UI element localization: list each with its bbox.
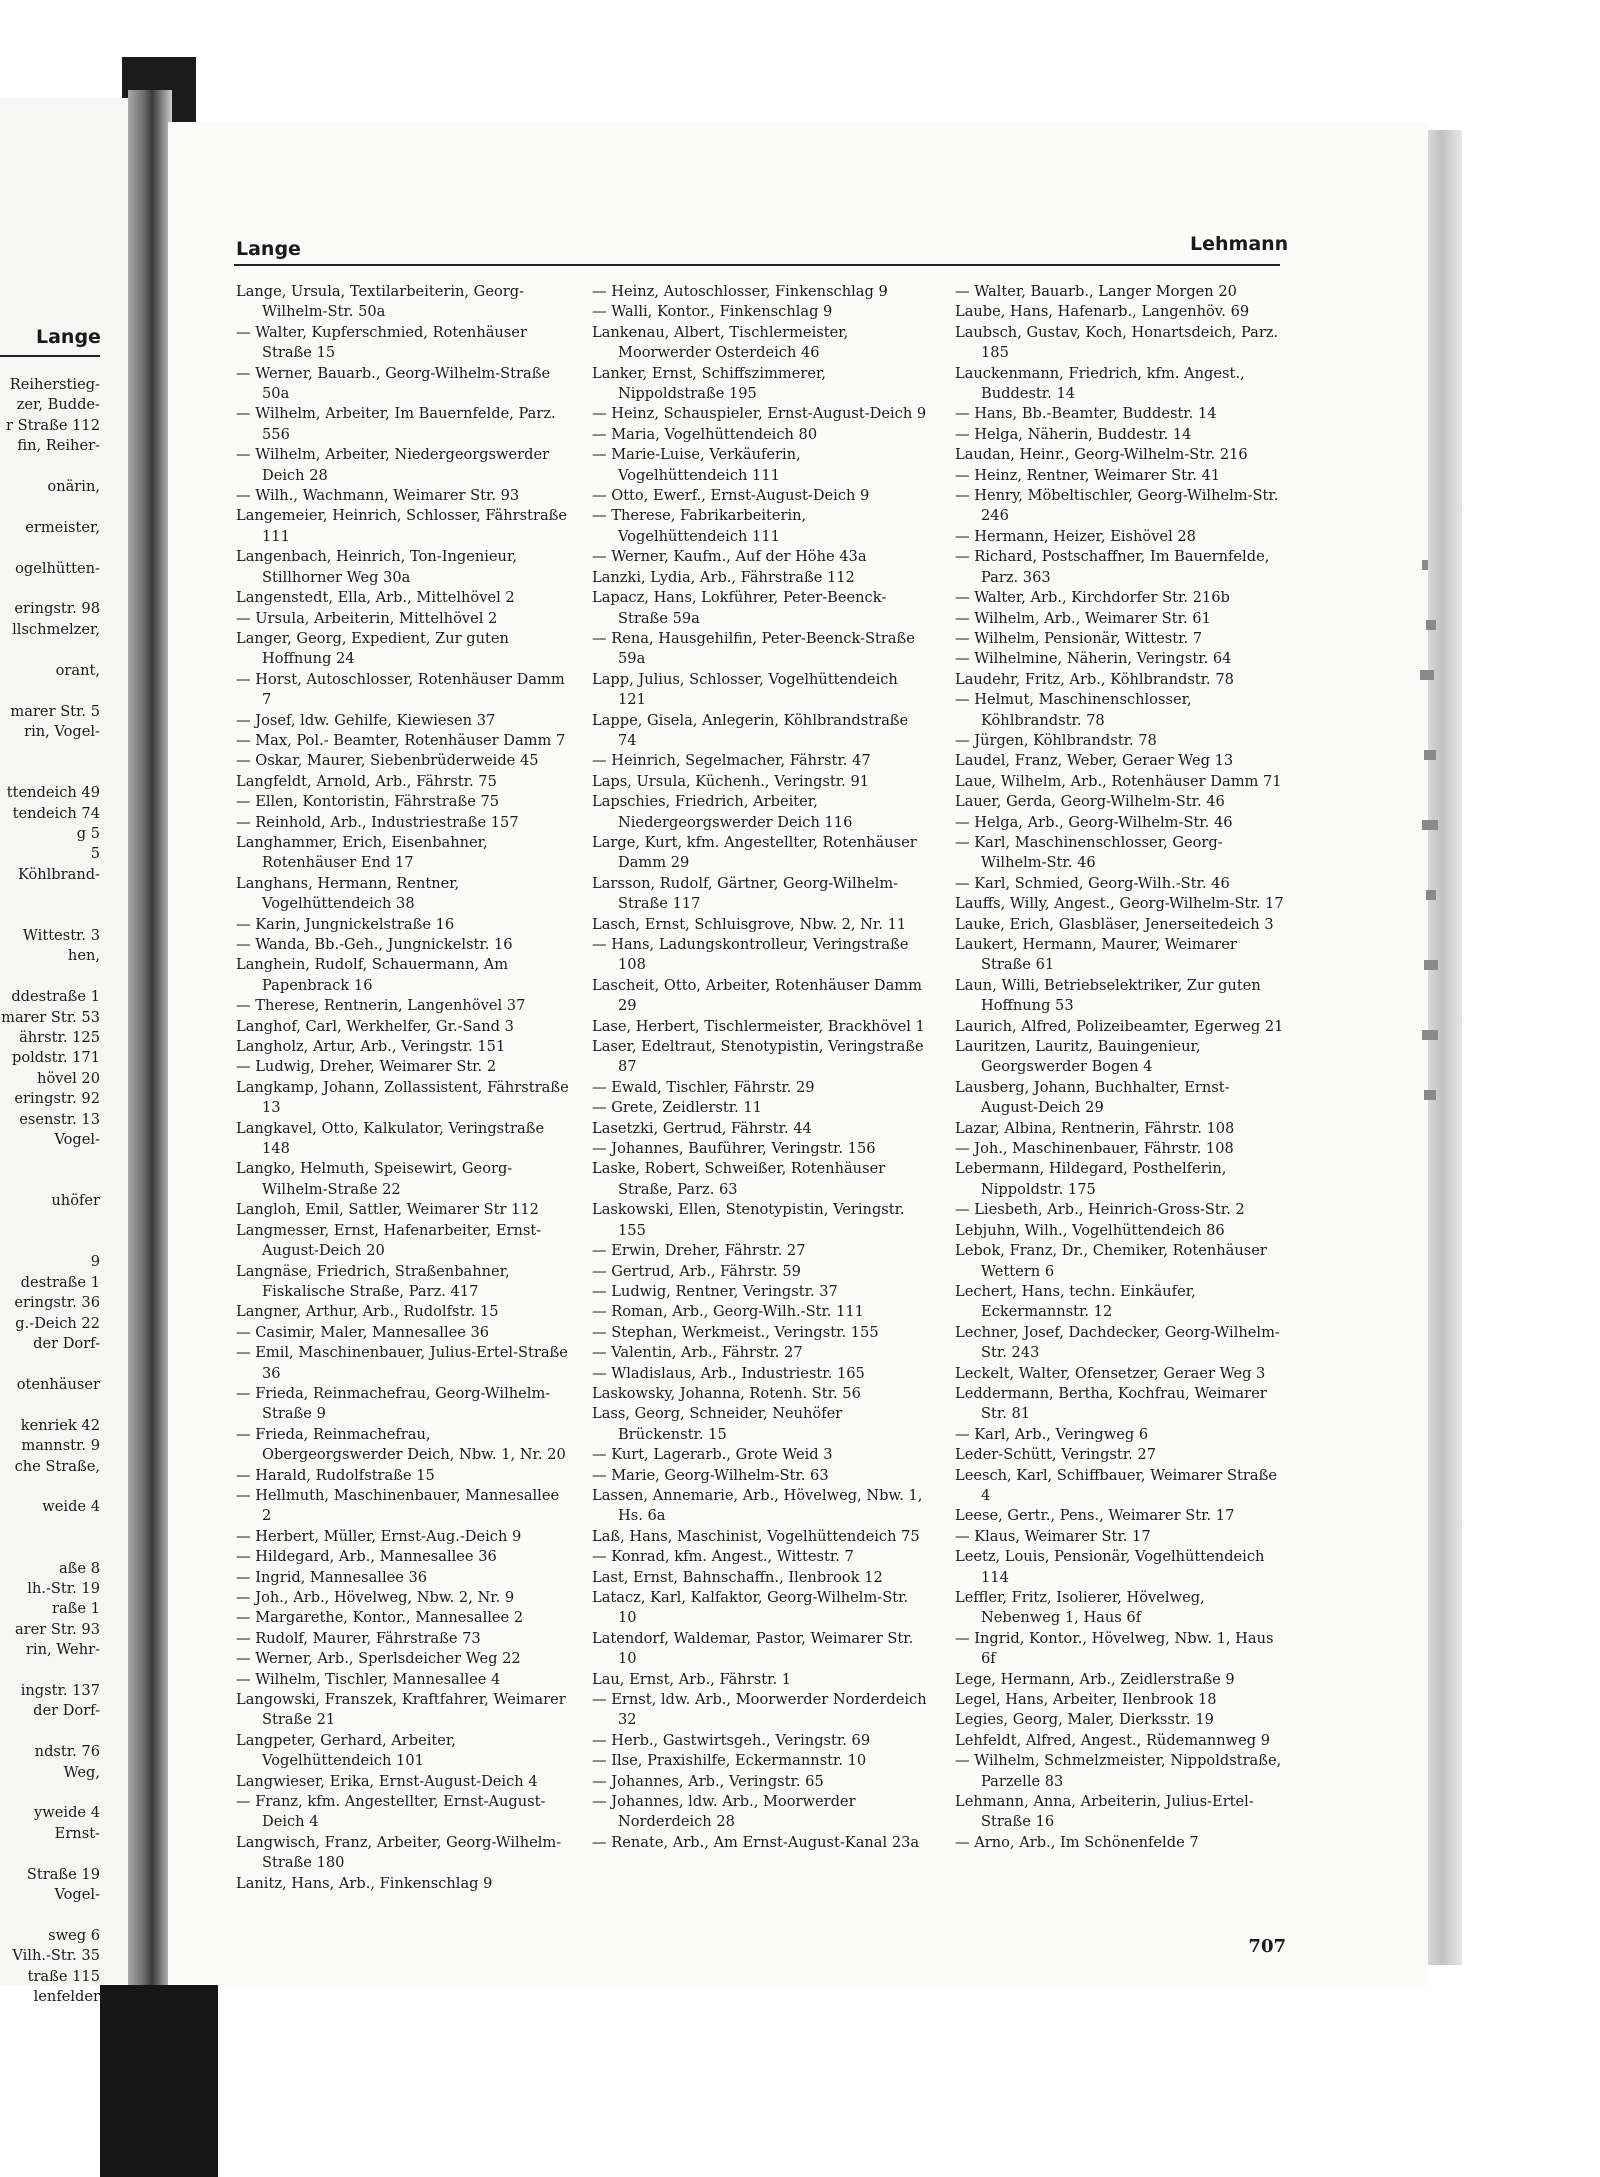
left-page-fragment: hövel 20 bbox=[37, 1069, 100, 1087]
directory-entry: — Walter, Arb., Kirchdorfer Str. 216b bbox=[955, 589, 1230, 607]
left-page-fragment bbox=[0, 1518, 100, 1538]
binding-strip-bottom bbox=[100, 1985, 218, 2177]
edge-mark bbox=[1424, 750, 1436, 760]
left-page-fragment bbox=[0, 1395, 100, 1415]
directory-entry: — Wilhelm, Arb., Weimarer Str. 61 bbox=[955, 609, 1211, 627]
left-page-fragment: onärin, bbox=[47, 478, 100, 496]
left-page-fragment: ingstr. 137 bbox=[20, 1682, 100, 1699]
left-page-fragment: destraße 1 bbox=[20, 1273, 100, 1291]
directory-entry: — Herb., Gastwirtsgeh., Veringstr. 69 bbox=[592, 1731, 871, 1749]
directory-entry: — Valentin, Arb., Fährstr. 27 bbox=[592, 1344, 803, 1362]
left-page-fragment: r Straße 112 bbox=[5, 416, 100, 434]
left-page-fragment bbox=[0, 885, 100, 905]
directory-entry: — Harald, Rudolfstraße 15 bbox=[236, 1466, 435, 1484]
directory-entry: Langhein, Rudolf, Schauermann, Am Papenbrack 16 bbox=[236, 956, 509, 994]
left-page-fragment: tendeich 74 bbox=[12, 804, 100, 822]
left-page-fragment: poldstr. 171 bbox=[12, 1049, 100, 1067]
directory-entry: — Kurt, Lagerarb., Grote Weid 3 bbox=[592, 1446, 833, 1464]
directory-entry: Langkamp, Johann, Zollassistent, Fährstraße 13 bbox=[236, 1078, 569, 1117]
directory-entry: Latacz, Karl, Kalfaktor, Georg-Wilhelm-Str. 10 bbox=[592, 1589, 909, 1627]
left-page-fragment bbox=[0, 640, 100, 660]
directory-entry: — Johannes, Bauführer, Veringstr. 156 bbox=[592, 1140, 876, 1158]
left-page-fragment bbox=[0, 1538, 100, 1558]
directory-entry: Lebjuhn, Wilh., Vogelhüttendeich 86 bbox=[955, 1221, 1225, 1239]
directory-entry: — Wilhelm, Arbeiter, Niedergeorgswerder Deich 28 bbox=[236, 446, 550, 484]
directory-entry: — Wilhelmine, Näherin, Veringstr. 64 bbox=[955, 650, 1232, 668]
directory-entry: — Konrad, kfm. Angest., Wittestr. 7 bbox=[592, 1548, 854, 1566]
directory-entry: Larsson, Rudolf, Gärtner, Georg-Wilhelm-Straße 117 bbox=[592, 874, 899, 913]
directory-entry: Langer, Georg, Expedient, Zur guten Hoffnung 24 bbox=[236, 629, 509, 668]
directory-entry: — Arno, Arb., Im Schönenfelde 7 bbox=[955, 1833, 1199, 1851]
directory-entry: — Wilhelm, Schmelzmeister, Nippoldstraße, Parzelle 83 bbox=[955, 1752, 1282, 1790]
directory-entry: Lauer, Gerda, Georg-Wilhelm-Str. 46 bbox=[955, 793, 1225, 811]
left-page-fragment: aße 8 bbox=[58, 1559, 100, 1577]
left-page-fragment: Vogel- bbox=[54, 1886, 100, 1904]
directory-entry: — Josef, ldw. Gehilfe, Kiewiesen 37 bbox=[236, 711, 496, 729]
directory-entry: Langholz, Artur, Arb., Veringstr. 151 bbox=[236, 1038, 506, 1056]
directory-entry: Leder-Schütt, Veringstr. 27 bbox=[955, 1446, 1156, 1464]
directory-entry: Laß, Hans, Maschinist, Vogelhüttendeich 75 bbox=[592, 1527, 920, 1545]
directory-entry: — Margarethe, Kontor., Mannesallee 2 bbox=[236, 1609, 524, 1627]
directory-entry: — Karl, Maschinenschlosser, Georg-Wilhelm-Str. 46 bbox=[955, 833, 1223, 872]
directory-entry: Laudan, Heinr., Georg-Wilhelm-Str. 216 bbox=[955, 446, 1248, 464]
directory-entry: — Heinrich, Segelmacher, Fährstr. 47 bbox=[592, 752, 871, 770]
left-page-fragment: weide 4 bbox=[42, 1498, 100, 1516]
directory-entry: Laubsch, Gustav, Koch, Honartsdeich, Parz. 185 bbox=[955, 323, 1279, 362]
directory-entry: — Karl, Schmied, Georg-Wilh.-Str. 46 bbox=[955, 874, 1230, 892]
page-number: 707 bbox=[1248, 1936, 1286, 1957]
left-page-fragment bbox=[0, 1783, 100, 1803]
left-page-fragment: fin, Reiher- bbox=[17, 437, 100, 455]
directory-entry: Lechert, Hans, techn. Einkäufer, Eckermannstr. 12 bbox=[955, 1282, 1196, 1321]
directory-entry: — Grete, Zeidlerstr. 11 bbox=[592, 1099, 762, 1117]
directory-entry: Langnäse, Friedrich, Straßenbahner, Fiskalische Straße, Parz. 417 bbox=[236, 1262, 510, 1300]
left-page-fragment bbox=[0, 967, 100, 987]
directory-entry: — Hans, Bb.-Beamter, Buddestr. 14 bbox=[955, 405, 1217, 423]
directory-entry: — Helmut, Maschinenschlosser, Köhlbrandstr. 78 bbox=[955, 691, 1192, 729]
left-page-fragment: g 5 bbox=[76, 824, 100, 842]
directory-entry: — Wilhelm, Tischler, Mannesallee 4 bbox=[236, 1670, 501, 1688]
left-page-fragment: rin, Wehr- bbox=[25, 1641, 100, 1659]
edge-mark bbox=[1424, 960, 1438, 970]
directory-entry: — Heinz, Rentner, Weimarer Str. 41 bbox=[955, 466, 1221, 484]
edge-mark bbox=[1426, 620, 1436, 630]
left-page-fragment: Vilh.-Str. 35 bbox=[12, 1947, 100, 1965]
directory-entry: Lass, Georg, Schneider, Neuhöfer Brückenstr. 15 bbox=[592, 1405, 843, 1443]
left-page-fragment: ermeister, bbox=[25, 518, 100, 536]
left-page-fragment: eringstr. 92 bbox=[14, 1090, 100, 1108]
left-page-header: Lange bbox=[36, 326, 101, 348]
left-page-fragment: otenhäuser bbox=[16, 1375, 100, 1393]
directory-entry: — Helga, Näherin, Buddestr. 14 bbox=[955, 425, 1192, 443]
directory-entry: — Karin, Jungnickelstraße 16 bbox=[236, 915, 455, 933]
directory-entry: — Hans, Ladungskontrolleur, Veringstraße 108 bbox=[592, 936, 909, 974]
directory-entry: — Hermann, Heizer, Eishövel 28 bbox=[955, 527, 1196, 545]
left-page-fragment: mannstr. 9 bbox=[21, 1437, 100, 1455]
directory-entry: Lauckenmann, Friedrich, kfm. Angest., Buddestr. 14 bbox=[955, 364, 1245, 403]
left-page-fragment: kenriek 42 bbox=[20, 1416, 100, 1434]
directory-entry: Langloh, Emil, Sattler, Weimarer Str 112 bbox=[236, 1201, 539, 1219]
directory-entry: Lankenau, Albert, Tischlermeister, Moorwerder Osterdeich 46 bbox=[592, 323, 849, 362]
left-page-fragment: ddestraße 1 bbox=[11, 988, 100, 1006]
header-rule bbox=[234, 264, 1280, 266]
directory-entry: Lehmann, Anna, Arbeiterin, Julius-Ertel-Straße 16 bbox=[955, 1793, 1254, 1831]
directory-entry: Langpeter, Gerhard, Arbeiter, Vogelhüttendeich 101 bbox=[236, 1731, 456, 1770]
directory-entry: Lauke, Erich, Glasbläser, Jenerseitedeich 3 bbox=[955, 915, 1274, 933]
directory-entry: — Walter, Bauarb., Langer Morgen 20 bbox=[955, 283, 1237, 300]
directory-entry: Laskowsky, Johanna, Rotenh. Str. 56 bbox=[592, 1384, 861, 1402]
directory-entry: Lanzki, Lydia, Arb., Fährstraße 112 bbox=[592, 568, 855, 586]
edge-mark bbox=[1420, 670, 1434, 680]
left-page-fragment: Reiherstieg- bbox=[9, 376, 100, 393]
left-page-fragment bbox=[0, 763, 100, 783]
directory-entry: — Hildegard, Arb., Mannesallee 36 bbox=[236, 1548, 497, 1566]
directory-entry: Langhof, Carl, Werkhelfer, Gr.-Sand 3 bbox=[236, 1017, 514, 1035]
directory-entry: — Wanda, Bb.-Geh., Jungnickelstr. 16 bbox=[236, 936, 513, 953]
left-page-fragment: hen, bbox=[67, 947, 100, 965]
directory-entry: — Casimir, Maler, Mannesallee 36 bbox=[236, 1323, 490, 1341]
left-page-fragment: Wittestr. 3 bbox=[22, 926, 100, 944]
directory-entry: — Herbert, Müller, Ernst-Aug.-Deich 9 bbox=[236, 1527, 522, 1545]
left-page-fragments bbox=[0, 375, 100, 2008]
directory-entry: — Horst, Autoschlosser, Rotenhäuser Damm 7 bbox=[236, 670, 565, 709]
directory-entry: — Otto, Ewerf., Ernst-August-Deich 9 bbox=[592, 487, 870, 505]
directory-entry: Lege, Hermann, Arb., Zeidlerstraße 9 bbox=[955, 1670, 1235, 1688]
left-page-fragment bbox=[0, 1844, 100, 1864]
left-page-fragment bbox=[0, 1171, 100, 1191]
directory-entry: Langemeier, Heinrich, Schlosser, Fährstraße 111 bbox=[236, 507, 568, 545]
directory-entry: — Werner, Bauarb., Georg-Wilhelm-Straße 50a bbox=[236, 364, 551, 403]
directory-entry: — Wladislaus, Arb., Industriestr. 165 bbox=[592, 1364, 865, 1382]
left-page-fragment: rin, Vogel- bbox=[24, 722, 100, 740]
left-page bbox=[0, 98, 130, 2006]
directory-entry: — Joh., Maschinenbauer, Fährstr. 108 bbox=[955, 1140, 1234, 1158]
directory-entry: Lapacz, Hans, Lokführer, Peter-Beenck-Straße 59a bbox=[592, 589, 887, 627]
left-page-fragment: lh.-Str. 19 bbox=[27, 1579, 100, 1597]
directory-entry: — Walli, Kontor., Finkenschlag 9 bbox=[592, 303, 833, 321]
left-page-fragment: traße 115 bbox=[27, 1967, 100, 1985]
left-page-fragment bbox=[0, 1661, 100, 1681]
directory-entry: Lappe, Gisela, Anlegerin, Köhlbrandstraße 74 bbox=[592, 711, 909, 749]
directory-entry: — Ilse, Praxishilfe, Eckermannstr. 10 bbox=[592, 1752, 867, 1770]
directory-entry: Lassen, Annemarie, Arb., Hövelweg, Nbw. 1, Hs. 6a bbox=[592, 1486, 923, 1525]
directory-entry: Lehfeldt, Alfred, Angest., Rüdemannweg 9 bbox=[955, 1731, 1271, 1749]
directory-entry: — Oskar, Maurer, Siebenbrüderweide 45 bbox=[236, 752, 539, 770]
directory-entry: — Franz, kfm. Angestellter, Ernst-August-Deich 4 bbox=[236, 1793, 546, 1831]
left-page-fragment bbox=[0, 1722, 100, 1742]
directory-entry: Laser, Edeltraut, Stenotypistin, Veringstraße 87 bbox=[592, 1038, 924, 1076]
directory-entry: — Rena, Hausgehilfin, Peter-Beenck-Straße 59a bbox=[592, 629, 915, 668]
directory-entry: Leese, Gertr., Pens., Weimarer Str. 17 bbox=[955, 1507, 1235, 1525]
directory-entry: — Ewald, Tischler, Fährstr. 29 bbox=[592, 1078, 815, 1096]
left-page-fragment: yweide 4 bbox=[34, 1804, 100, 1822]
directory-entry: Langhammer, Erich, Eisenbahner, Rotenhäuser End 17 bbox=[236, 833, 488, 872]
directory-entry: — Frieda, Reinmachefrau, Obergeorgswerder Deich, Nbw. 1, Nr. 20 bbox=[236, 1425, 566, 1464]
left-page-fragment bbox=[0, 1355, 100, 1375]
edge-mark bbox=[1422, 1030, 1438, 1040]
directory-entry: — Wilhelm, Pensionär, Wittestr. 7 bbox=[955, 629, 1203, 647]
left-page-fragment: ttendeich 49 bbox=[6, 784, 100, 802]
left-page-fragment bbox=[0, 497, 100, 517]
directory-entry: Langmesser, Ernst, Hafenarbeiter, Ernst-August-Deich 20 bbox=[236, 1221, 542, 1260]
directory-entry: Langenbach, Heinrich, Ton-Ingenieur, Stillhorner Weg 30a bbox=[236, 548, 517, 586]
directory-entry: Lapschies, Friedrich, Arbeiter, Niedergeorgswerder Deich 116 bbox=[592, 793, 853, 831]
directory-entry: — Max, Pol.- Beamter, Rotenhäuser Damm 7 bbox=[236, 731, 566, 749]
directory-entry: — Therese, Rentnerin, Langenhövel 37 bbox=[236, 997, 526, 1015]
directory-entry: Lechner, Josef, Dachdecker, Georg-Wilhelm-Str. 243 bbox=[955, 1323, 1280, 1362]
directory-entry: — Roman, Arb., Georg-Wilh.-Str. 111 bbox=[592, 1303, 864, 1321]
directory-entry: — Gertrud, Arb., Fährstr. 59 bbox=[592, 1262, 801, 1280]
left-page-fragment bbox=[0, 1905, 100, 1925]
left-page-fragment: eringstr. 98 bbox=[14, 600, 100, 618]
directory-entry: Laue, Wilhelm, Arb., Rotenhäuser Damm 71 bbox=[955, 772, 1282, 790]
directory-entry: — Renate, Arb., Am Ernst-August-Kanal 23a bbox=[592, 1833, 920, 1851]
directory-entry: Langowski, Franszek, Kraftfahrer, Weimarer Straße 21 bbox=[236, 1691, 566, 1729]
directory-entry: — Walter, Kupferschmied, Rotenhäuser Straße 15 bbox=[236, 323, 527, 362]
left-page-fragment: marer Str. 5 bbox=[10, 702, 100, 720]
directory-entry: — Marie, Georg-Wilhelm-Str. 63 bbox=[592, 1466, 829, 1484]
left-page-fragment: lenfelder bbox=[33, 1988, 100, 2006]
directory-entry: Lapp, Julius, Schlosser, Vogelhüttendeich 121 bbox=[592, 670, 898, 709]
left-page-fragment: llschmelzer, bbox=[12, 620, 100, 638]
running-head-left: Lange bbox=[236, 238, 301, 260]
directory-entry: — Ellen, Kontoristin, Fährstraße 75 bbox=[236, 793, 500, 811]
directory-entry: — Erwin, Dreher, Fährstr. 27 bbox=[592, 1242, 806, 1260]
edge-mark bbox=[1424, 1090, 1436, 1100]
left-page-fragment bbox=[0, 457, 100, 477]
directory-entry: — Therese, Fabrikarbeiterin, Vogelhüttendeich 111 bbox=[592, 507, 807, 545]
left-page-fragment: Straße 19 bbox=[26, 1865, 100, 1883]
directory-entry: — Wilhelm, Arbeiter, Im Bauernfelde, Parz. 556 bbox=[236, 405, 556, 443]
directory-entry: Laurich, Alfred, Polizeibeamter, Egerweg 21 bbox=[955, 1017, 1284, 1035]
directory-entry: Laudehr, Fritz, Arb., Köhlbrandstr. 78 bbox=[955, 670, 1234, 688]
directory-entry: Laukert, Hermann, Maurer, Weimarer Straße 61 bbox=[955, 936, 1237, 974]
directory-entry: Lasch, Ernst, Schluisgrove, Nbw. 2, Nr. 11 bbox=[592, 915, 907, 933]
directory-column-3 bbox=[955, 282, 1285, 1853]
left-page-fragment: ogelhütten- bbox=[15, 559, 100, 577]
directory-entry: Lange, Ursula, Textilarbeiterin, Georg-Wilhelm-Str. 50a bbox=[236, 283, 524, 321]
directory-column-1 bbox=[236, 282, 571, 1894]
directory-entry: Lascheit, Otto, Arbeiter, Rotenhäuser Damm 29 bbox=[592, 976, 922, 1015]
directory-entry: — Johannes, ldw. Arb., Moorwerder Norderdeich 28 bbox=[592, 1793, 856, 1831]
directory-entry: Lanitz, Hans, Arb., Finkenschlag 9 bbox=[236, 1874, 493, 1892]
directory-entry: — Heinz, Autoschlosser, Finkenschlag 9 bbox=[592, 283, 888, 300]
directory-entry: — Hellmuth, Maschinenbauer, Mannesallee 2 bbox=[236, 1486, 560, 1525]
directory-entry: — Richard, Postschaffner, Im Bauernfelde, Parz. 363 bbox=[955, 548, 1270, 586]
directory-entry: — Joh., Arb., Hövelweg, Nbw. 2, Nr. 9 bbox=[236, 1589, 515, 1606]
directory-entry: Langkavel, Otto, Kalkulator, Veringstraße 148 bbox=[236, 1119, 545, 1158]
directory-entry: Lau, Ernst, Arb., Fährstr. 1 bbox=[592, 1670, 792, 1688]
directory-entry: — Jürgen, Köhlbrandstr. 78 bbox=[955, 731, 1157, 749]
left-page-fragment: eringstr. 36 bbox=[14, 1294, 100, 1312]
left-page-fragment: zer, Budde- bbox=[16, 396, 100, 414]
edge-mark bbox=[1422, 560, 1428, 570]
directory-entry: — Henry, Möbeltischler, Georg-Wilhelm-Str. 246 bbox=[955, 487, 1279, 525]
directory-entry: Lebok, Franz, Dr., Chemiker, Rotenhäuser Wettern 6 bbox=[955, 1242, 1267, 1280]
directory-entry: Langwieser, Erika, Ernst-August-Deich 4 bbox=[236, 1772, 538, 1790]
left-page-fragment: marer Str. 53 bbox=[1, 1008, 100, 1026]
left-page-fragment: arer Str. 93 bbox=[14, 1620, 100, 1638]
directory-entry: — Emil, Maschinenbauer, Julius-Ertel-Straße 36 bbox=[236, 1344, 568, 1382]
left-page-fragment bbox=[0, 1477, 100, 1497]
directory-entry: — Heinz, Schauspieler, Ernst-August-Deich 9 bbox=[592, 405, 927, 423]
directory-entry: Legel, Hans, Arbeiter, Ilenbrook 18 bbox=[955, 1691, 1217, 1709]
directory-entry: — Klaus, Weimarer Str. 17 bbox=[955, 1527, 1151, 1545]
directory-column-2 bbox=[592, 282, 927, 1853]
directory-entry: Last, Ernst, Bahnschaffn., Ilenbrook 12 bbox=[592, 1568, 883, 1586]
directory-entry: Langhans, Hermann, Rentner, Vogelhüttendeich 38 bbox=[236, 874, 460, 913]
directory-entry: — Ingrid, Mannesallee 36 bbox=[236, 1568, 428, 1586]
directory-entry: — Helga, Arb., Georg-Wilhelm-Str. 46 bbox=[955, 813, 1233, 831]
left-page-fragment: 5 bbox=[90, 845, 100, 863]
directory-entry: Lauritzen, Lauritz, Bauingenieur, Georgswerder Bogen 4 bbox=[955, 1038, 1201, 1076]
directory-entry: Leckelt, Walter, Ofensetzer, Geraer Weg 3 bbox=[955, 1364, 1266, 1382]
directory-entry: — Stephan, Werkmeist., Veringstr. 155 bbox=[592, 1323, 879, 1341]
directory-entry: Leddermann, Bertha, Kochfrau, Weimarer Str. 81 bbox=[955, 1384, 1267, 1423]
left-page-fragment: orant, bbox=[55, 661, 100, 679]
directory-entry: Laudel, Franz, Weber, Geraer Weg 13 bbox=[955, 752, 1234, 770]
directory-entry: — Rudolf, Maurer, Fährstraße 73 bbox=[236, 1629, 481, 1647]
book-gutter bbox=[128, 90, 172, 1990]
left-page-fragment: sweg 6 bbox=[48, 1926, 100, 1944]
left-page-fragment: ährstr. 125 bbox=[19, 1029, 100, 1046]
directory-entry: — Karl, Arb., Veringweg 6 bbox=[955, 1425, 1149, 1443]
directory-entry: Langfeldt, Arnold, Arb., Fährstr. 75 bbox=[236, 772, 497, 790]
left-page-fragment bbox=[0, 579, 100, 599]
directory-entry: Leffler, Fritz, Isolierer, Hövelweg, Nebenweg 1, Haus 6f bbox=[955, 1589, 1205, 1627]
directory-entry: Laps, Ursula, Küchenh., Veringstr. 91 bbox=[592, 772, 870, 790]
left-header-rule bbox=[0, 355, 100, 357]
directory-entry: Leesch, Karl, Schiffbauer, Weimarer Straße 4 bbox=[955, 1466, 1277, 1504]
left-page-fragment: der Dorf- bbox=[33, 1335, 100, 1353]
left-page-fragment: der Dorf- bbox=[33, 1702, 100, 1720]
left-page-fragment: esenstr. 13 bbox=[19, 1110, 100, 1128]
left-page-fragment: 9 bbox=[90, 1253, 100, 1271]
directory-entry: Laskowski, Ellen, Stenotypistin, Veringstr. 155 bbox=[592, 1201, 905, 1239]
directory-entry: — Liesbeth, Arb., Heinrich-Gross-Str. 2 bbox=[955, 1201, 1245, 1219]
left-page-fragment: che Straße, bbox=[14, 1457, 100, 1475]
directory-entry: — Ludwig, Rentner, Veringstr. 37 bbox=[592, 1282, 838, 1300]
left-page-fragment: raße 1 bbox=[52, 1600, 100, 1618]
edge-marks bbox=[1418, 560, 1442, 1120]
directory-entry: — Ernst, ldw. Arb., Moorwerder Norderdeich 32 bbox=[592, 1691, 927, 1729]
directory-entry: Lanker, Ernst, Schiffszimmerer, Nippoldstraße 195 bbox=[592, 364, 826, 403]
directory-entry: Lausberg, Johann, Buchhalter, Ernst-August-Deich 29 bbox=[955, 1078, 1230, 1117]
left-page-fragment: Ernst- bbox=[54, 1824, 100, 1842]
directory-entry: Langko, Helmuth, Speisewirt, Georg-Wilhelm-Straße 22 bbox=[236, 1160, 513, 1198]
left-page-fragment bbox=[0, 1212, 100, 1232]
running-head-right: Lehmann bbox=[1190, 233, 1289, 255]
directory-entry: Laube, Hans, Hafenarb., Langenhöv. 69 bbox=[955, 303, 1250, 321]
directory-entry: Latendorf, Waldemar, Pastor, Weimarer Str. 10 bbox=[592, 1629, 914, 1668]
left-page-fragment bbox=[0, 1232, 100, 1252]
left-page-fragment: uhöfer bbox=[51, 1192, 100, 1210]
directory-entry: — Marie-Luise, Verkäuferin, Vogelhüttendeich 111 bbox=[592, 446, 801, 484]
directory-entry: — Frieda, Reinmachefrau, Georg-Wilhelm-Straße 9 bbox=[236, 1384, 551, 1423]
directory-entry: Legies, Georg, Maler, Dierksstr. 19 bbox=[955, 1711, 1214, 1729]
directory-entry: Langner, Arthur, Arb., Rudolfstr. 15 bbox=[236, 1303, 499, 1321]
edge-mark bbox=[1422, 820, 1438, 830]
directory-entry: — Werner, Kaufm., Auf der Höhe 43a bbox=[592, 548, 867, 566]
directory-entry: Langwisch, Franz, Arbeiter, Georg-Wilhelm-Straße 180 bbox=[236, 1833, 562, 1872]
left-page-fragment: Köhlbrand- bbox=[17, 865, 100, 883]
directory-entry: Leetz, Louis, Pensionär, Vogelhüttendeich 114 bbox=[955, 1548, 1265, 1586]
directory-entry: Lebermann, Hildegard, Posthelferin, Nippoldstr. 175 bbox=[955, 1160, 1227, 1198]
directory-entry: Lauffs, Willy, Angest., Georg-Wilhelm-Str. 17 bbox=[955, 895, 1284, 913]
left-page-fragment bbox=[0, 538, 100, 558]
left-page-fragment: g.-Deich 22 bbox=[15, 1314, 100, 1332]
directory-entry: — Maria, Vogelhüttendeich 80 bbox=[592, 425, 818, 443]
directory-entry: — Werner, Arb., Sperlsdeicher Weg 22 bbox=[236, 1650, 521, 1668]
directory-entry: Langenstedt, Ella, Arb., Mittelhövel 2 bbox=[236, 589, 515, 607]
directory-entry: — Ingrid, Kontor., Hövelweg, Nbw. 1, Haus 6f bbox=[955, 1629, 1274, 1668]
directory-entry: Lazar, Albina, Rentnerin, Fährstr. 108 bbox=[955, 1119, 1235, 1137]
directory-entry: — Ursula, Arbeiterin, Mittelhövel 2 bbox=[236, 609, 498, 627]
directory-entry: — Reinhold, Arb., Industriestraße 157 bbox=[236, 813, 519, 831]
left-page-fragment bbox=[0, 742, 100, 762]
left-page-fragment: Vogel- bbox=[54, 1131, 100, 1149]
left-page-fragment: ndstr. 76 bbox=[34, 1743, 100, 1761]
directory-entry: Lasetzki, Gertrud, Fährstr. 44 bbox=[592, 1119, 812, 1137]
directory-entry: Laun, Willi, Betriebselektriker, Zur guten Hoffnung 53 bbox=[955, 976, 1261, 1015]
edge-mark bbox=[1426, 890, 1436, 900]
left-page-fragment bbox=[0, 1150, 100, 1170]
directory-entry: Laske, Robert, Schweißer, Rotenhäuser Straße, Parz. 63 bbox=[592, 1160, 886, 1198]
directory-entry: — Johannes, Arb., Veringstr. 65 bbox=[592, 1772, 824, 1790]
directory-entry: — Ludwig, Dreher, Weimarer Str. 2 bbox=[236, 1058, 497, 1076]
left-page-fragment bbox=[0, 906, 100, 926]
directory-entry: Lase, Herbert, Tischlermeister, Brackhövel 1 bbox=[592, 1017, 925, 1035]
left-page-fragment: Weg, bbox=[63, 1763, 100, 1781]
directory-entry: — Wilh., Wachmann, Weimarer Str. 93 bbox=[236, 487, 520, 505]
left-page-fragment bbox=[0, 681, 100, 701]
directory-entry: Large, Kurt, kfm. Angestellter, Rotenhäuser Damm 29 bbox=[592, 833, 917, 872]
